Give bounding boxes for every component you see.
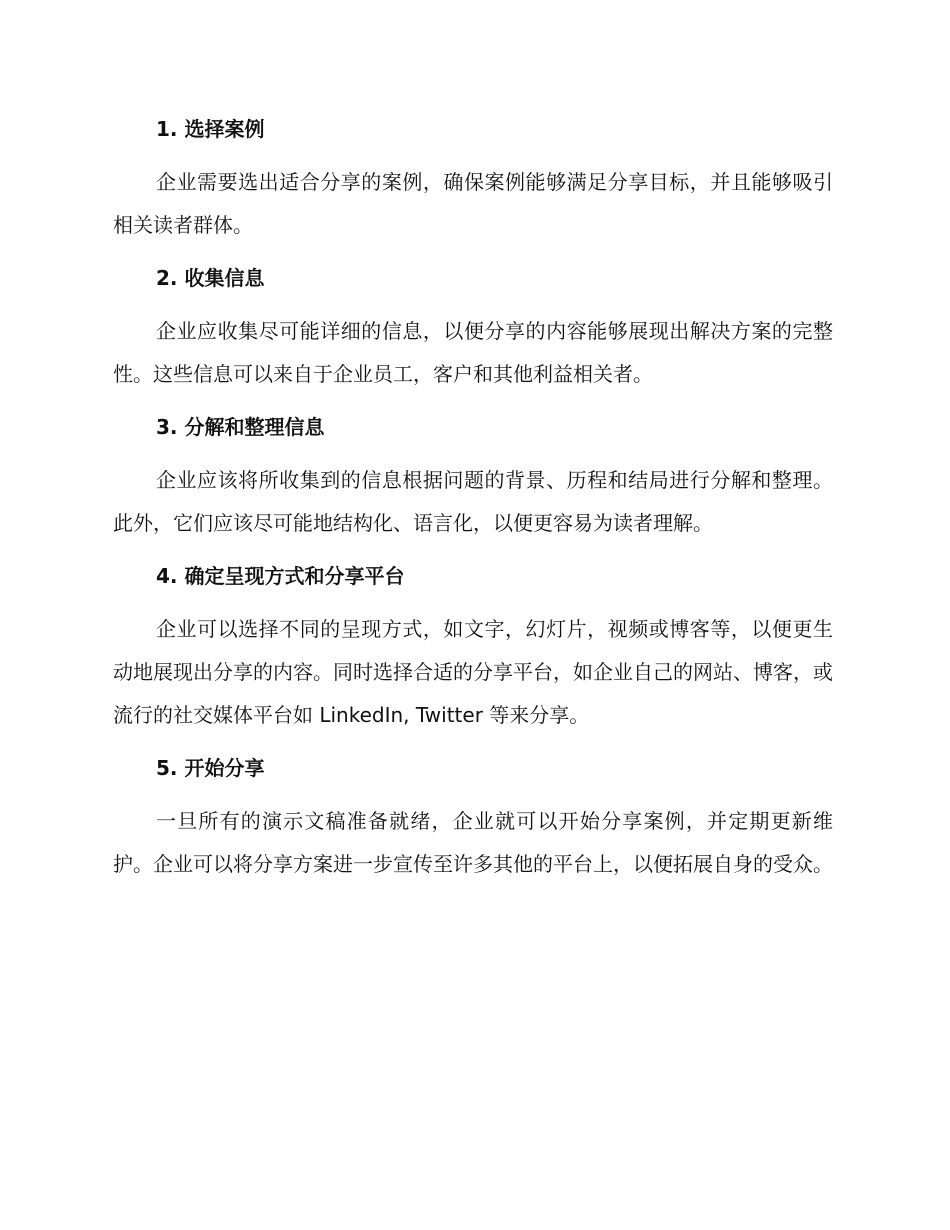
section-1: [113, 112, 833, 247]
section-4: [113, 559, 833, 737]
section-paragraph: 一旦所有的演示文稿准备就绪，企业就可以开始分享案例，并定期更新维护。企业可以将分享方案进一步宣传至许多其他的平台上，以便拓展自身的受众。: [113, 809, 833, 876]
section-heading: 5. 开始分享: [156, 756, 265, 780]
section-2: [113, 261, 833, 396]
section-heading: 4. 确定呈现方式和分享平台: [156, 564, 405, 588]
section-paragraph: 企业应收集尽可能详细的信息，以便分享的内容能够展现出解决方案的完整性。这些信息可以来自于企业员工，客户和其他利益相关者。: [113, 319, 833, 386]
section-heading: 1. 选择案例: [156, 117, 265, 141]
section-heading: 2. 收集信息: [156, 266, 265, 290]
section-3: [113, 410, 833, 545]
section-paragraph: 企业应该将所收集到的信息根据问题的背景、历程和结局进行分解和整理。此外，它们应该尽可能地结构化、语言化，以便更容易为读者理解。: [113, 468, 833, 535]
section-heading: 3. 分解和整理信息: [156, 415, 325, 439]
section-paragraph: 企业需要选出适合分享的案例，确保案例能够满足分享目标，并且能够吸引相关读者群体。: [113, 170, 833, 237]
section-paragraph: 企业可以选择不同的呈现方式，如文字，幻灯片，视频或博客等，以便更生动地展现出分享的内容。同时选择合适的分享平台，如企业自己的网站、博客，或流行的社交媒体平台如 LinkedIn, Twitter 等来分享。: [113, 617, 833, 727]
section-5: [113, 751, 833, 886]
document-content: [113, 112, 833, 900]
